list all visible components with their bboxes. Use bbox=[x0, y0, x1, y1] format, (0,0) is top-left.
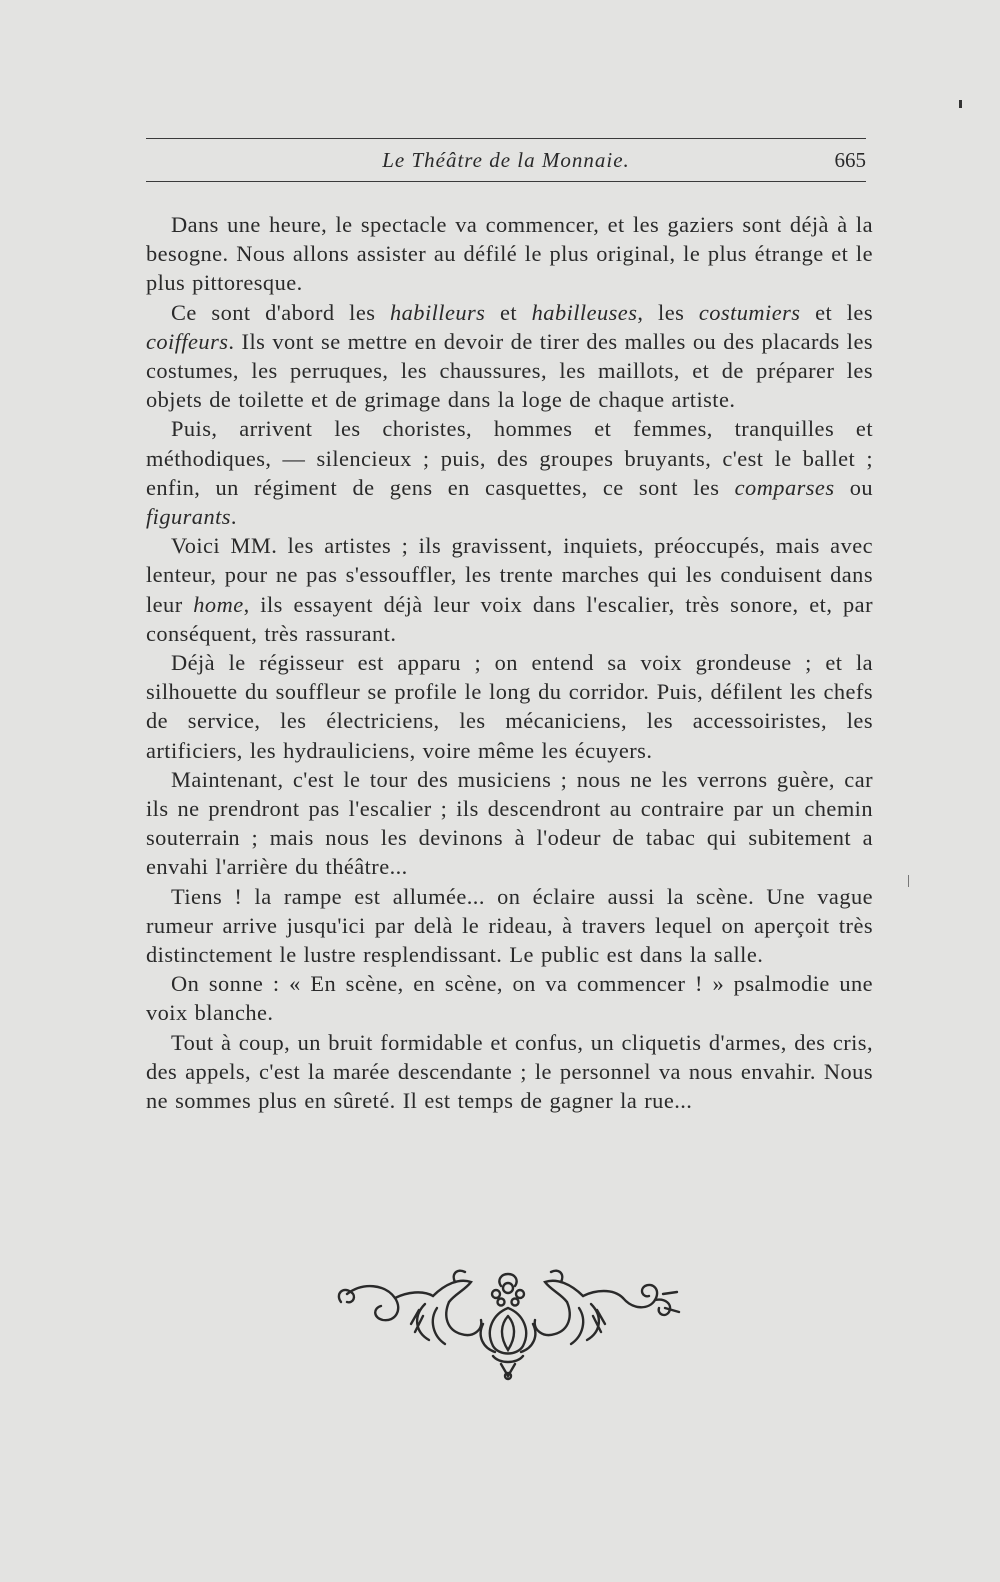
griffin-vignette-icon bbox=[333, 1264, 683, 1382]
text-run: . Ils vont se mettre en devoir de tirer des malles ou des placards les costumes, les perruques, les chaussures, les maillots, et de préparer les objets de toilette et de grimage dans la loge de chaque artiste. bbox=[146, 328, 873, 413]
italic-term: coiffeurs bbox=[146, 328, 229, 354]
text-run: , ils essayent déjà leur voix dans l'escalier, très sonore, et, par conséquent, très rassurant. bbox=[146, 591, 873, 646]
speck bbox=[959, 100, 962, 108]
text-run: et les bbox=[800, 299, 873, 325]
paragraph-5: Déjà le régisseur est apparu ; on entend sa voix grondeuse ; et la silhouette du souffleur se profile le long du corridor. Puis, défilent les chefs de service, les électriciens, les mécaniciens, les accessoiristes, les artificiers, les hydrauliciens, voire même les écuyers. bbox=[146, 650, 873, 763]
italic-term: figurants bbox=[146, 504, 231, 530]
text-run: et bbox=[485, 299, 532, 325]
running-head bbox=[146, 146, 866, 176]
paragraph-2 bbox=[146, 298, 873, 415]
paragraph-9: Tout à coup, un bruit formidable et confus, un cliquetis d'armes, des cris, des appels, c'est la marée descendante ; le personnel va nous envahir. Nous ne sommes plus en sûreté. Il est temps de gagner la rue... bbox=[146, 1029, 873, 1114]
italic-term: costumiers bbox=[698, 299, 801, 325]
paragraph-1: Dans une heure, le spectacle va commencer, et les gaziers sont déjà à la besogne. Nous allons assister au défilé le plus original, le plus étrange et le plus pittoresque. bbox=[146, 212, 873, 296]
paragraph-4 bbox=[146, 531, 873, 648]
paragraph-8: On sonne : « En scène, en scène, on va commencer ! » psalmodie une voix blanche. bbox=[146, 971, 873, 1026]
text-run: . bbox=[230, 504, 237, 530]
text-run: Voici MM. les artistes ; ils gravissent, inquiets, préoccupés, mais avec lenteur, pour ne pas s'essouffler, les trente marches qui les conduisent dans leur bbox=[146, 533, 873, 617]
header-rule-top bbox=[146, 138, 866, 139]
page-number: 665 bbox=[834, 148, 866, 172]
paragraph-7: Tiens ! la rampe est allumée... on éclaire aussi la scène. Une vague rumeur arrive jusqu'ici par delà le rideau, à travers lequel on aperçoit très distinctement le lustre resplendissant. Le public est dans la salle. bbox=[146, 883, 873, 968]
speck bbox=[908, 875, 909, 887]
running-title: Le Théâtre de la Monnaie. bbox=[382, 148, 630, 172]
text-run: Puis, arrivent les choristes, hommes et femmes, tranquilles et méthodiques, — silencieux ; puis, des groupes bruyants, c'est le ballet ; enfin, un régiment de gens en casquettes, ce sont les bbox=[146, 416, 873, 500]
italic-term: home bbox=[193, 591, 244, 617]
text-run: ou bbox=[834, 474, 874, 500]
paragraph-3 bbox=[146, 414, 873, 531]
header-rule-bottom bbox=[146, 181, 866, 182]
text-run: Ce sont d'abord les bbox=[171, 299, 391, 325]
italic-term: comparses bbox=[734, 474, 835, 500]
body-text bbox=[146, 210, 873, 1115]
paragraph-6: Maintenant, c'est le tour des musiciens ; nous ne les verrons guère, car ils ne prendront pas l'escalier ; ils descendront au contraire par un chemin souterrain ; mais nous les devinons à l'odeur de tabac qui subitement a envahi l'arrière du théâtre... bbox=[146, 766, 873, 880]
italic-term: habilleuses bbox=[531, 299, 638, 325]
text-run: , les bbox=[637, 299, 699, 325]
italic-term: habilleurs bbox=[390, 299, 486, 325]
